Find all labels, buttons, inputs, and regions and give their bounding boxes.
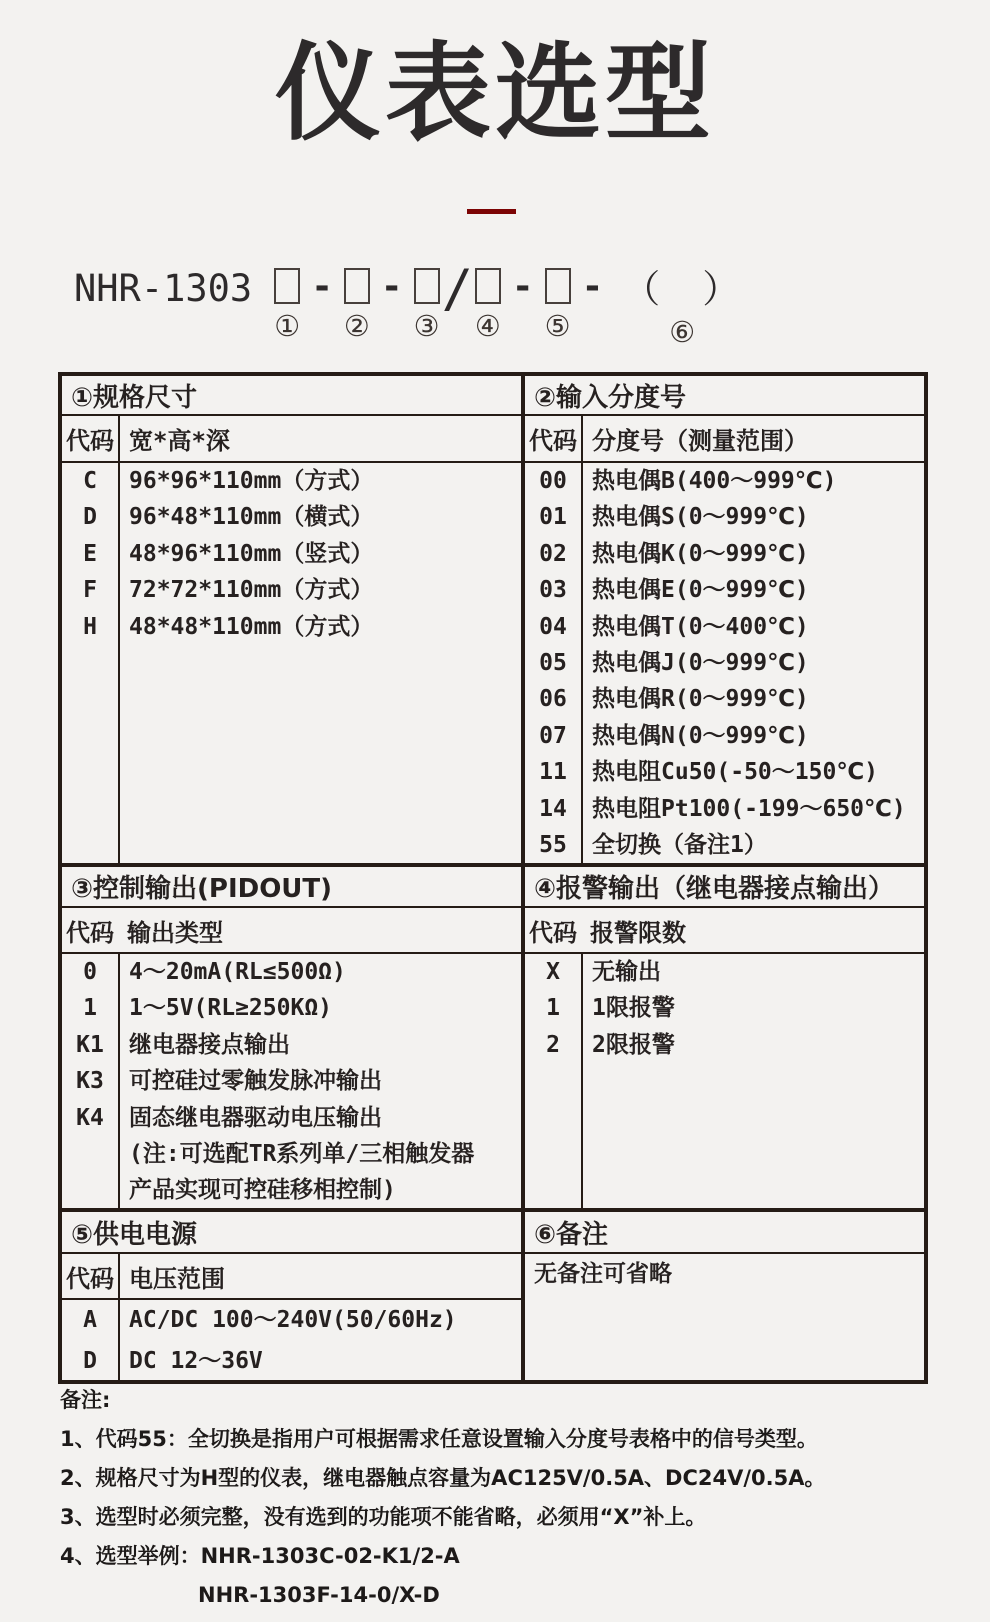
model-slot-box-1 [274,268,300,304]
model-slot-2 [344,268,370,341]
section6-header: ⑥备注 [525,1212,924,1254]
section5-header: ⑤供电电源 [62,1212,525,1254]
row-code: 01 [539,504,567,531]
section3-value-column [120,954,521,1208]
section2-code-header: 代码 [525,416,583,461]
row-code: 0 [83,959,97,985]
row-value: 4～20mA(RL≤500Ω) [129,959,346,985]
row-value: 可控硅过零触发脉冲输出 [129,1068,382,1095]
row-code: 55 [539,831,567,858]
row-value: 96*96*110mm（方式） [129,468,374,494]
section4-code-column [525,954,583,1208]
model-slot-number-5: ⑤ [544,309,571,343]
footnote-item-2: 2、规格尺寸为H型的仪表，继电器触点容量为AC125V/0.5A、DC24V/0.5A。 [60,1466,826,1490]
row-code: K3 [76,1068,104,1095]
section1-body [62,463,525,867]
footnotes-title: 备注: [60,1388,111,1412]
row-value: DC 12～36V [129,1348,263,1374]
row-code: 02 [539,540,567,567]
row-value: 96*48*110mm（横式） [129,504,374,531]
model-slot-box-3 [414,268,440,304]
model-slot-box-5 [545,268,571,304]
section3-column-header [62,908,525,954]
row-code: 1 [546,995,560,1022]
section5-code-column [62,1300,120,1380]
section1-code-header: 代码 [62,416,120,461]
model-slot-box-2 [344,268,370,304]
section4-column-header [525,908,924,954]
row-value: 热电偶K(0～999℃) [592,540,809,567]
row-code [62,1172,118,1208]
row-code: 2 [546,1031,560,1058]
row-code: 04 [539,613,567,640]
model-slot-3 [414,268,440,341]
section3-body [62,954,525,1212]
model-slot-number-3: ③ [413,309,440,343]
row-value: 继电器接点输出 [129,1031,290,1058]
section1-column-header [62,416,525,463]
row-value: 1～5V(RL≥250KΩ) [129,995,333,1022]
row-value: 热电偶B(400～999℃) [592,468,837,494]
model-separator-1: - [311,266,333,307]
section3-code-header: 代码 [66,918,114,947]
row-value: 全切换（备注1） [592,831,767,858]
section5-code-header: 代码 [62,1254,120,1298]
model-slot-1 [274,268,300,341]
row-code: F [83,577,97,604]
section4-body [525,954,924,1212]
section1-code-column [62,463,120,863]
row-value: AC/DC 100～240V(50/60Hz) [129,1307,457,1333]
model-slot-number-4: ④ [474,309,501,343]
model-slot-6 [622,268,742,347]
section4-value-column [583,954,924,1208]
model-separator-5: - [581,266,604,307]
row-code: 1 [83,995,97,1022]
section2-body [525,463,924,867]
row-value: 热电偶E(0～999℃) [592,577,809,604]
row-code: 11 [539,759,567,786]
section2-value-header: 分度号（测量范围） [592,427,808,455]
model-slot-box-4 [475,268,501,304]
row-code: C [83,468,97,494]
section3-code-column [62,954,120,1208]
section4-code-header: 代码 [529,918,577,947]
row-value: 热电偶N(0～999℃) [592,722,809,749]
row-code: A [83,1307,97,1333]
row-code: 03 [539,577,567,604]
section3-header: ③控制输出(PIDOUT) [62,867,525,908]
row-value: 固态继电器驱动电压输出 [129,1104,382,1131]
section6-note: 无备注可省略 [534,1261,672,1287]
row-code: 07 [539,722,567,749]
section2-value-column [583,463,924,863]
model-slot-number-2: ② [343,309,370,343]
section1-header: ①规格尺寸 [62,376,525,416]
row-code: 00 [539,468,567,494]
section6-body [525,1254,924,1380]
row-code: E [83,540,97,567]
row-value: 48*96*110mm（竖式） [129,540,374,567]
section2-header: ②输入分度号 [525,376,924,416]
row-value: 热电偶T(0～400℃) [592,613,809,640]
row-code: K4 [76,1104,104,1131]
row-code [62,1136,118,1172]
row-code: D [83,504,97,531]
row-value: 产品实现可控硅移相控制) [129,1177,396,1204]
model-slot-number-1: ① [274,309,301,343]
footnotes [60,1388,970,1622]
model-slot-4 [475,268,501,341]
model-code-line [74,259,743,349]
model-separator-2: - [380,266,403,307]
row-code: 06 [539,686,567,713]
section1-value-header: 宽*高*深 [129,427,230,455]
row-value: 2限报警 [592,1031,675,1058]
section4-value-header: 报警限数 [590,918,686,947]
row-value: 无输出 [592,959,661,985]
page-title: 仪表选型 [275,32,715,155]
row-code: 14 [539,795,567,822]
row-code: H [83,613,97,640]
model-slot-5 [545,268,571,341]
row-code: K1 [76,1031,104,1058]
section5-column-header [62,1254,521,1300]
row-code: 05 [539,649,567,676]
footnote-item-4: 4、选型举例：NHR-1303C-02-K1/2-A [60,1544,460,1568]
row-value: 48*48*110mm（方式） [129,613,374,640]
section5-block [62,1254,525,1380]
row-value: 1限报警 [592,995,675,1022]
section1-value-column [120,463,521,863]
section5-value-header: 电压范围 [129,1264,225,1293]
section5-body [62,1300,521,1380]
row-value: 热电阻Pt100(-199～650℃) [592,795,906,822]
section2-code-column [525,463,583,863]
model-parens: （ ） [622,267,743,311]
section5-value-column [120,1300,521,1380]
selection-table [58,372,928,1384]
row-code: X [546,959,560,985]
title-divider [467,209,516,214]
footnote-example-2: NHR-1303F-14-0/X-D [198,1583,440,1607]
section3-value-header: 输出类型 [127,918,223,947]
section2-column-header [525,416,924,463]
footnote-item-1: 1、代码55：全切换是指用户可根据需求任意设置输入分度号表格中的信号类型。 [60,1427,818,1451]
section4-header: ④报警输出（继电器接点输出） [525,867,924,908]
row-value: 热电偶J(0～999℃) [592,649,809,676]
model-separator-slash: / [441,259,473,319]
model-prefix: NHR-1303 [74,267,253,310]
row-value: (注:可选配TR系列单/三相触发器 [129,1140,475,1167]
model-separator-4: - [511,266,534,307]
row-value: 热电阻Cu50(-50～150℃) [592,759,879,786]
row-value: 72*72*110mm（方式） [129,577,374,604]
footnote-item-3: 3、选型时必须完整，没有选到的功能项不能省略，必须用“X”补上。 [60,1505,707,1529]
model-slot-number-6: ⑥ [669,315,696,349]
row-value: 热电偶R(0～999℃) [592,686,809,713]
row-value: 热电偶S(0～999℃) [592,504,809,531]
row-code: D [83,1348,97,1374]
